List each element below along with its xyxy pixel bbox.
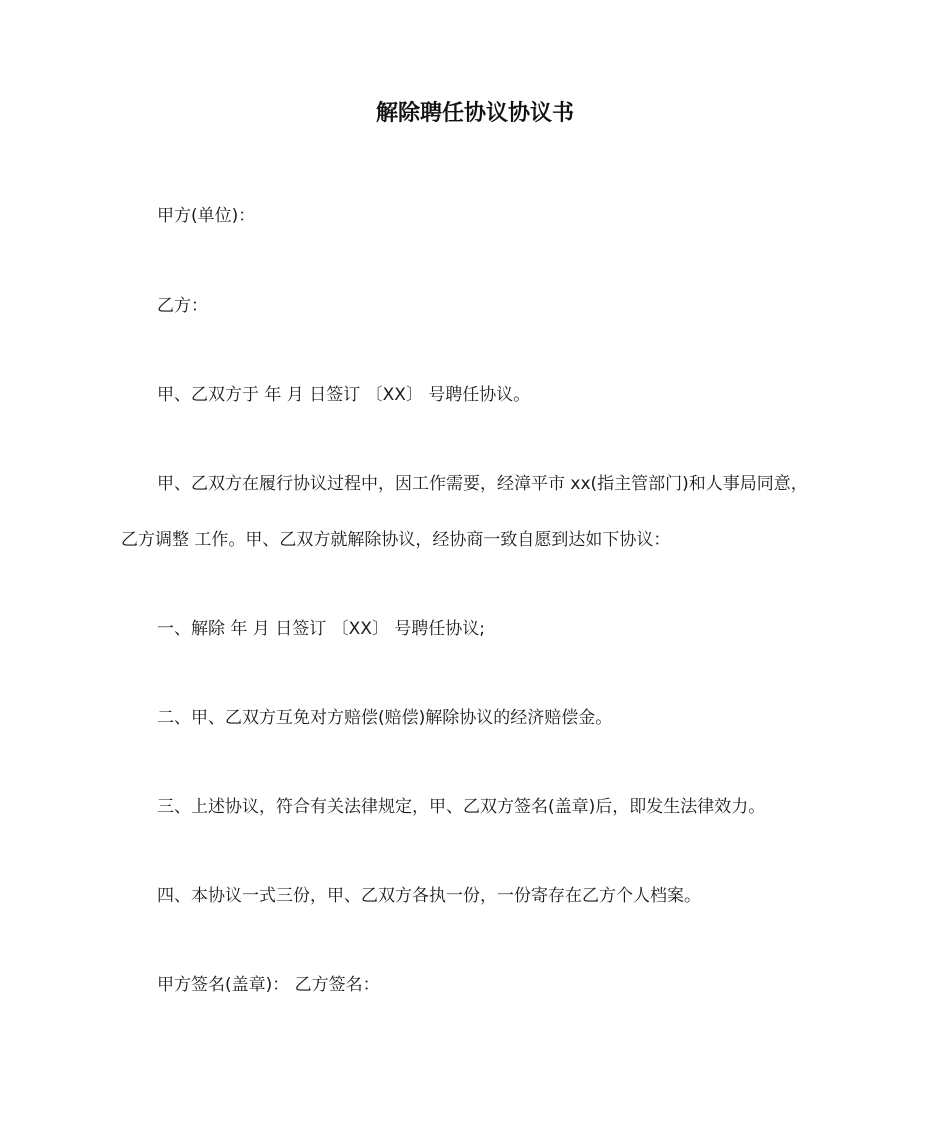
clause-three: 三、上述协议，符合有关法律规定，甲、乙双方签名(盖章)后，即发生法律效力。 <box>157 797 766 817</box>
agreement-date-line: 甲、乙双方于 年 月 日签订 〔XX〕 号聘任协议。 <box>157 385 531 405</box>
reason-paragraph-line-2: 乙方调整 工作。甲、乙双方就解除协议，经协商一致自愿到达如下协议： <box>121 530 671 550</box>
clause-two: 二、甲、乙双方互免对方赔偿(赔偿)解除协议的经济赔偿金。 <box>157 708 613 728</box>
reason-paragraph-line-1: 甲、乙双方在履行协议过程中，因工作需要，经漳平市 xx(指主管部门)和人事局同意， <box>157 474 808 494</box>
document-title: 解除聘任协议协议书 <box>375 101 574 126</box>
party-b-line: 乙方： <box>157 296 208 316</box>
signature-line: 甲方签名(盖章)： 乙方签名： <box>157 975 380 995</box>
clause-one: 一、解除 年 月 日签订 〔XX〕 号聘任协议; <box>157 619 486 639</box>
party-a-line: 甲方(单位)： <box>157 206 256 226</box>
clause-four: 四、本协议一式三份，甲、乙双方各执一份，一份寄存在乙方个人档案。 <box>157 886 701 906</box>
